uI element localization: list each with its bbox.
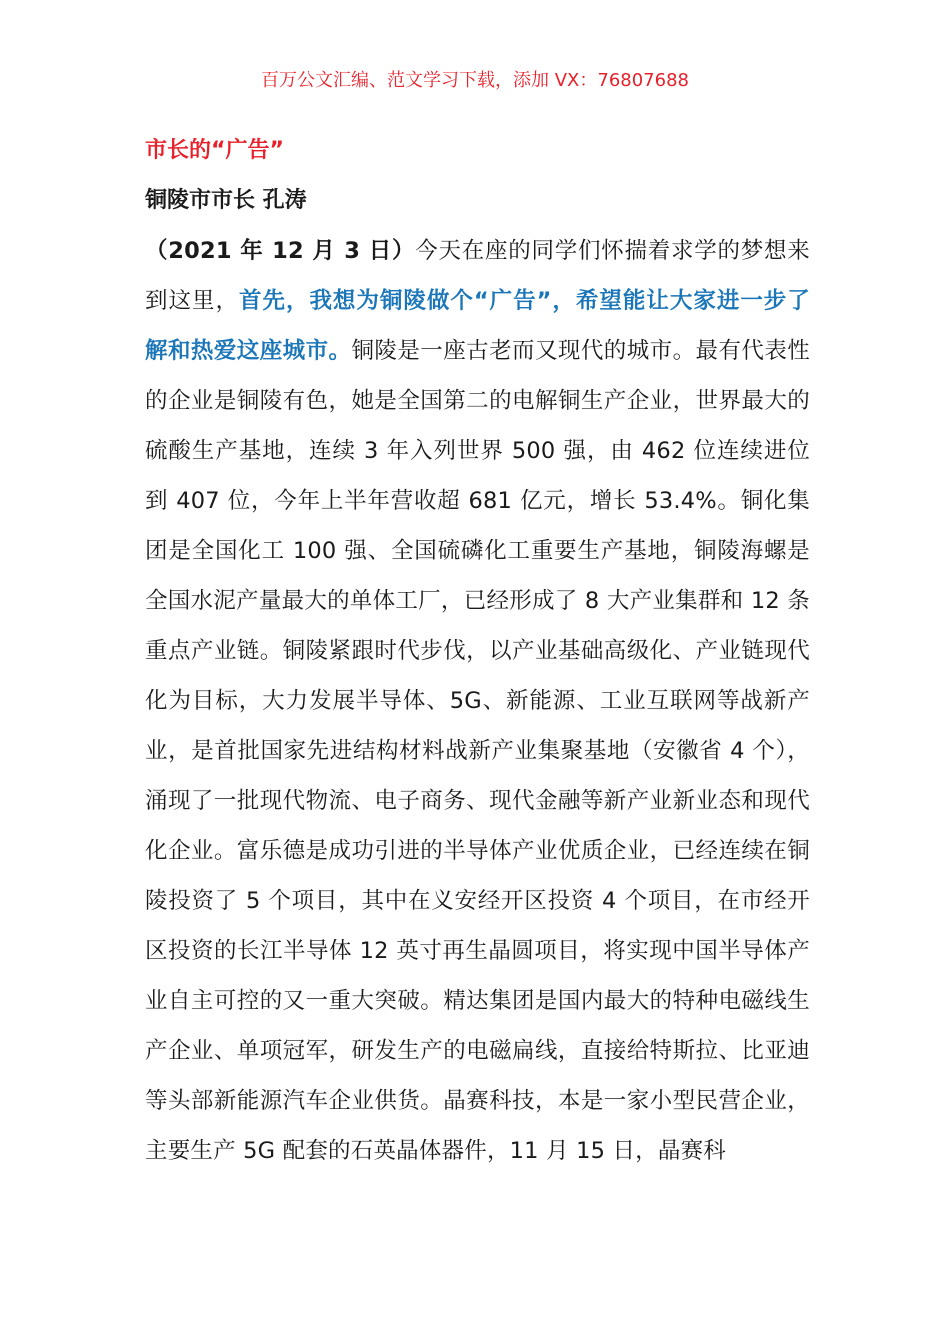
article-date: （2021 年 12 月 3 日） <box>145 238 416 264</box>
article-highlight: 首先，我想为铜陵做个“广告”，希望能让大家进一步了解和热爱这座城市。 <box>145 288 810 364</box>
article-intro: 今天在座的同学们怀揣着求学的梦想来到这里， <box>145 238 811 314</box>
article-byline: 铜陵市市长 孔涛 <box>145 188 307 213</box>
header-note: 百万公文汇编、范文学习下载，添加 VX：76807688 <box>261 70 689 91</box>
article-title: 市长的“广告” <box>145 138 284 163</box>
article-body <box>145 226 810 1176</box>
article-body-text: 铜陵是一座古老而又现代的城市。最有代表性的企业是铜陵有色，她是全国第二的电解铜生产企业，世界最大的硫酸生产基地，连续 3 年入列世界 500 强，由 462 位连续进位到 407 位，今年上半年营收超 681 亿元，增长 53.4%。铜化集团是全国化工 100 强、全国硫磷化工重要生产基地，铜陵海螺是全国水泥产量最大的单体工厂，已经形成了 8 大产业集群和 12 条重点产业链。铜陵紧跟时代步伐，以产业基础高级化、产业链现代化为目标，大力发展半导体、5G、新能源、工业互联网等战新产业，是首批国家先进结构材料战新产业集聚基地（安徽省 4 个），涌现了一批现代物流、电子商务、现代金融等新产业新业态和现代化企业。富乐德是成功引进的半导体产业优质企业，已经连续在铜陵投资了 5 个项目，其中在义安经开区投资 4 个项目，在市经开区投资的长江半导体 12 英寸再生晶圆项目，将实现中国半导体产业自主可控的又一重大突破。精达集团是国内最大的特种电磁线生产企业、单项冠军，研发生产的电磁扁线，直接给特斯拉、比亚迪等头部新能源汽车企业供货。晶赛科技，本是一家小型民营企业，主要生产 5G 配套的石英晶体器件，11 月 15 日，晶赛科 <box>145 338 810 1164</box>
